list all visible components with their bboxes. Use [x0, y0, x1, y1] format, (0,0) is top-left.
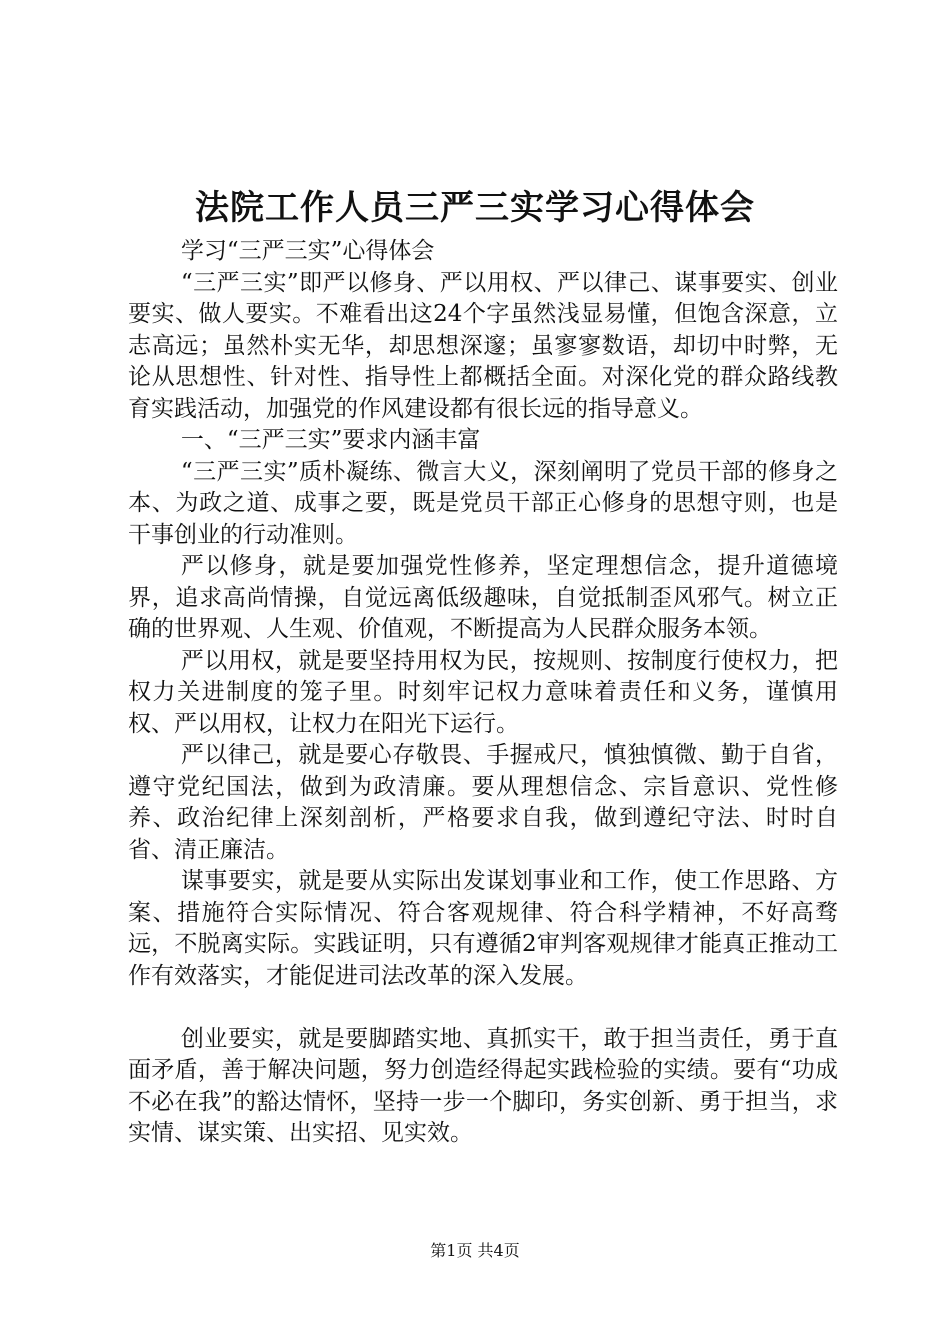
document-body — [128, 236, 838, 1150]
intro-paragraph: “三严三实”即严以修身、严以用权、严以律己、谋事要实、创业要实、做人要实。不难看出这24个字虽然浅显易懂，但饱含深意，立志高远；虽然朴实无华，却思想深邃；虽寥寥数语，却切中时弊，无论从思想性、针对性、指导性上都概括全面。对深化党的群众路线教育实践活动，加强党的作风建设都有很长远的指导意义。 — [128, 269, 838, 422]
body-paragraph: 严以律己，就是要心存敬畏、手握戒尺，慎独慎微、勤于自省，遵守党纪国法，做到为政清廉。要从理想信念、宗旨意识、党性修养、政治纪律上深刻剖析，严格要求自我，做到遵纪守法、时时自省、清正廉洁。 — [128, 742, 838, 863]
page-number-footer: 第1页 共4页 — [430, 1241, 520, 1260]
body-paragraph: 创业要实，就是要脚踏实地、真抓实干，敢于担当责任，勇于直面矛盾，善于解决问题，努力创造经得起实践检验的实绩。要有“功成不必在我”的豁达情怀，坚持一步一个脚印，务实创新、勇于担当，求实情、谋实策、出实招、见实效。 — [128, 1025, 838, 1146]
body-paragraph: 严以用权，就是要坚持用权为民，按规则、按制度行使权力，把权力关进制度的笼子里。时刻牢记权力意味着责任和义务，谨慎用权、严以用权，让权力在阳光下运行。 — [128, 647, 838, 737]
body-paragraph: 严以修身，就是要加强党性修养，坚定理想信念，提升道德境界，追求高尚情操，自觉远离低级趣味，自觉抵制歪风邪气。树立正确的世界观、人生观、价值观，不断提高为人民群众服务本领。 — [128, 553, 838, 642]
body-paragraph: 谋事要实，就是要从实际出发谋划事业和工作，使工作思路、方案、措施符合实际情况、符合客观规律、符合科学精神，不好高骛远，不脱离实际。实践证明，只有遵循2审判客观规律才能真正推动工作有效落实，才能促进司法改革的深入发展。 — [128, 868, 838, 989]
body-paragraph: “三严三实”质朴凝练、微言大义，深刻阐明了党员干部的修身之本、为政之道、成事之要，既是党员干部正心修身的思想守则，也是干事创业的行动准则。 — [128, 458, 838, 548]
subtitle-paragraph: 学习“三严三实”心得体会 — [180, 238, 435, 264]
section-heading: 一、“三严三实”要求内涵丰富 — [180, 427, 481, 453]
document-title: 法院工作人员三严三实学习心得体会 — [195, 188, 755, 228]
